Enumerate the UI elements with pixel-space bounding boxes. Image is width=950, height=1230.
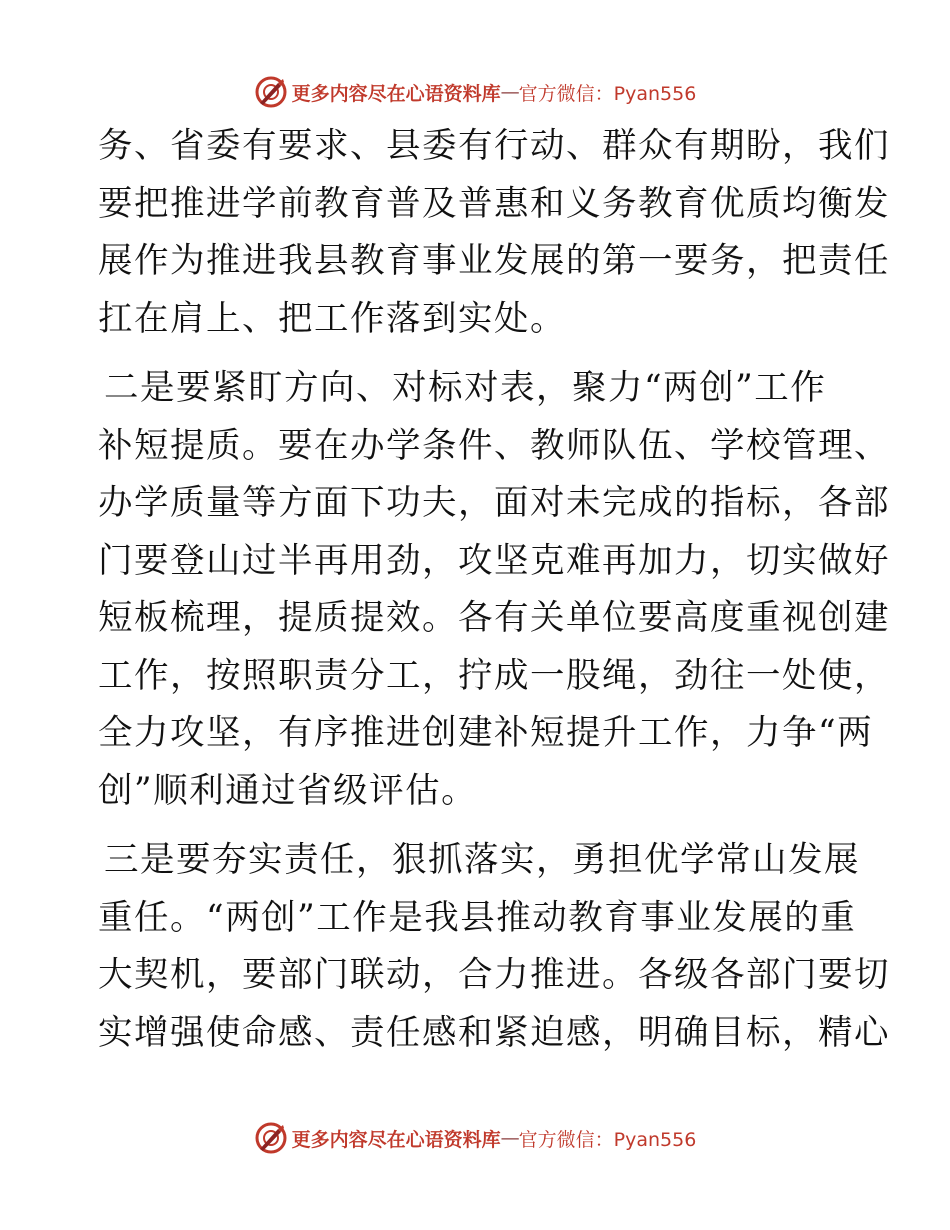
text-line: 门要登山过半再用劲，攻坚克难再加力，切实做好 bbox=[98, 540, 890, 581]
text-line: 补短提质。要在办学条件、教师队伍、学校管理、 bbox=[98, 425, 890, 466]
paragraph-1 bbox=[98, 118, 890, 348]
watermark-contact: 官方微信：Pyan556 bbox=[518, 1128, 697, 1151]
text-line: 创”顺利通过省级评估。 bbox=[98, 770, 478, 811]
document-body bbox=[98, 118, 890, 1062]
text-line: 实增强使命感、责任感和紧迫感，明确目标，精心 bbox=[98, 1012, 890, 1053]
text-line: 短板梳理，提质提效。各有关单位要高度重视创建 bbox=[98, 598, 890, 638]
paragraph-gap bbox=[98, 820, 850, 832]
text-line: 三是要夯实责任，狠抓落实，勇担优学常山发展 bbox=[104, 840, 860, 880]
brand-logo-icon bbox=[254, 75, 288, 109]
watermark-title: 更多内容尽在心语资料库 bbox=[291, 1128, 501, 1151]
text-line: 务、省委有要求、县委有行动、群众有期盼，我们 bbox=[98, 126, 890, 166]
text-line: 展作为推进我县教育事业发展的第一要务，把责任 bbox=[98, 241, 890, 281]
text-line: 办学质量等方面下功夫，面对未完成的指标，各部 bbox=[98, 483, 890, 523]
brand-logo-icon bbox=[254, 1121, 288, 1155]
header-watermark bbox=[0, 72, 950, 112]
text-line: 扛在肩上、把工作落到实处。 bbox=[98, 298, 566, 339]
text-line: 二是要紧盯方向、对标对表，聚力“两创”工作 bbox=[104, 368, 827, 408]
footer-watermark bbox=[0, 1118, 950, 1158]
text-line: 全力攻坚，有序推进创建补短提升工作，力争“两 bbox=[98, 713, 874, 753]
text-line: 重任。“两创”工作是我县推动教育事业发展的重 bbox=[98, 897, 857, 938]
watermark-title: 更多内容尽在心语资料库 bbox=[291, 82, 501, 105]
text-line: 要把推进学前教育普及普惠和义务教育优质均衡发 bbox=[98, 183, 890, 224]
text-line: 工作，按照职责分工，拧成一股绳，劲往一处使， bbox=[98, 655, 890, 696]
paragraph-2 bbox=[98, 360, 890, 820]
paragraph-gap bbox=[98, 348, 850, 360]
watermark-dash: — bbox=[500, 1127, 519, 1149]
watermark-dash: — bbox=[500, 81, 519, 103]
text-line: 大契机，要部门联动，合力推进。各级各部门要切 bbox=[98, 955, 890, 995]
watermark-contact: 官方微信：Pyan556 bbox=[518, 82, 697, 105]
paragraph-3 bbox=[98, 832, 890, 1062]
